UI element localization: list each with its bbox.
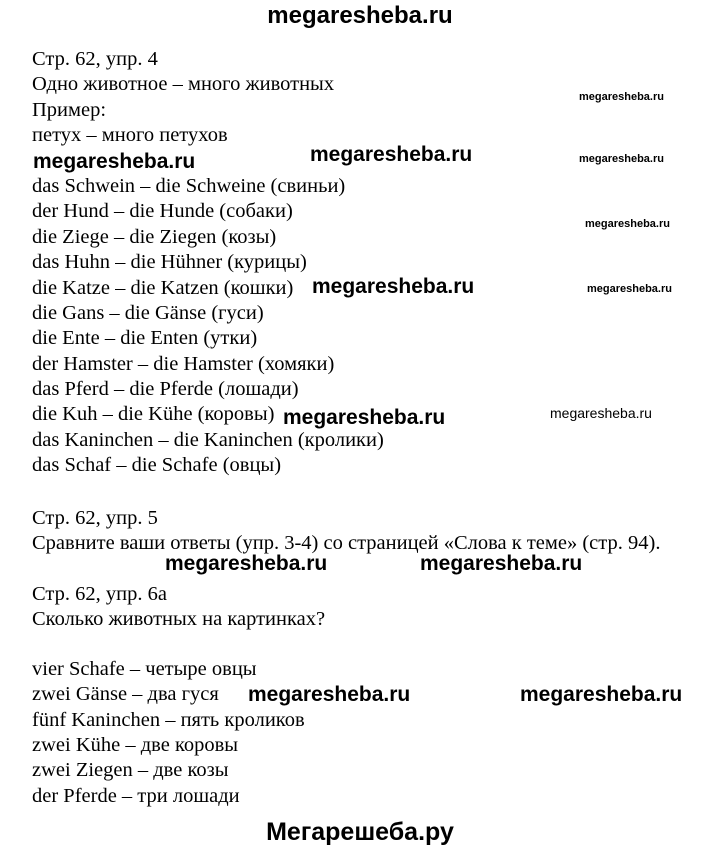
header-watermark: megaresheba.ru [267, 2, 453, 29]
section4-item: das Huhn – die Hühner (курицы) [32, 251, 307, 273]
section4-item: das Kaninchen – die Kaninchen (кролики) [32, 429, 384, 451]
watermark: megaresheba.ru [310, 143, 473, 166]
section6a-item: fünf Kaninchen – пять кроликов [32, 709, 305, 731]
section5-task: Сравните ваши ответы (упр. 3-4) со страницей «Слова к теме» (стр. 94). [32, 532, 661, 554]
section6a-item: zwei Kühe – две коровы [32, 734, 239, 756]
footer-watermark: Мегарешеба.ру [266, 818, 454, 846]
section4-item: die Ente – die Enten (утки) [32, 327, 258, 349]
section6a-item: zwei Ziegen – две козы [32, 759, 229, 781]
section5-title: Стр. 62, упр. 5 [32, 507, 158, 529]
section4-item: das Schaf – die Schafe (овцы) [32, 454, 282, 476]
section6a-item: vier Schafe – четыре овцы [32, 658, 257, 680]
section4-item: das Schwein – die Schweine (свиньи) [32, 175, 346, 197]
watermark-small: megaresheba.ru [579, 153, 664, 165]
section4-item: der Hund – die Hunde (собаки) [32, 200, 293, 222]
watermark: megaresheba.ru [420, 552, 583, 575]
section4-item: die Kuh – die Kühe (коровы) [32, 403, 275, 425]
section4-item: die Gans – die Gänse (гуси) [32, 302, 264, 324]
watermark-small: megaresheba.ru [585, 218, 670, 230]
watermark: megaresheba.ru [33, 150, 196, 173]
watermark-small: megaresheba.ru [587, 283, 672, 295]
section4-item: die Ziege – die Ziegen (козы) [32, 226, 277, 248]
section4-item: der Hamster – die Hamster (хомяки) [32, 353, 335, 375]
section6a-title: Стр. 62, упр. 6а [32, 583, 167, 605]
section4-task: Одно животное – много животных [32, 73, 335, 95]
section4-example: петух – много петухов [32, 124, 228, 146]
section4-item: die Katze – die Katzen (кошки) [32, 277, 294, 299]
watermark: megaresheba.ru [283, 406, 446, 429]
watermark: megaresheba.ru [165, 552, 328, 575]
section6a-item: zwei Gänse – два гуся [32, 683, 219, 705]
watermark: megaresheba.ru [248, 683, 411, 706]
watermark: megaresheba.ru [520, 683, 683, 706]
watermark-small: megaresheba.ru [579, 91, 664, 103]
watermark-medium: megaresheba.ru [550, 405, 652, 421]
section4-title: Стр. 62, упр. 4 [32, 48, 158, 70]
watermark: megaresheba.ru [312, 275, 475, 298]
section4-example-label: Пример: [32, 99, 107, 121]
section6a-question: Сколько животных на картинках? [32, 608, 326, 630]
section4-item: das Pferd – die Pferde (лошади) [32, 378, 299, 400]
section6a-item: der Pferde – три лошади [32, 785, 240, 807]
